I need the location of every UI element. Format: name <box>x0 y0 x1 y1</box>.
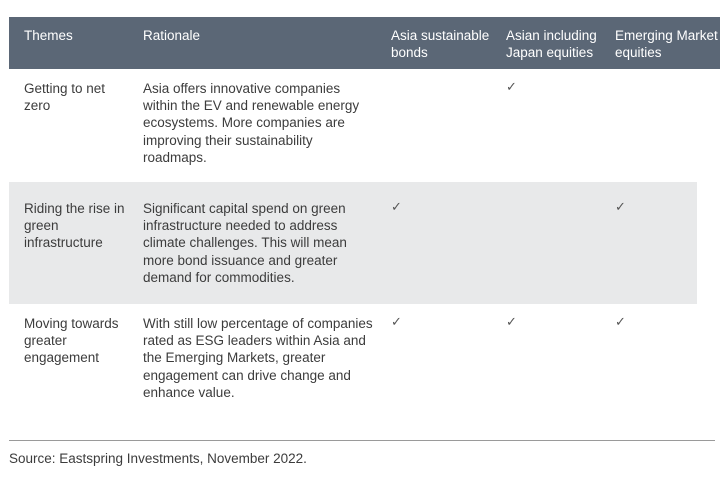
row-rationale: Asia offers innovative companies within the EV and renewable energy ecosystems. More companies are improving their sustainability roadmaps. <box>143 81 360 165</box>
check-icon: ✓ <box>391 200 402 215</box>
row-theme: Riding the rise in green infrastructure <box>24 201 125 251</box>
header-emerging-market-equities: Emerging Market equities <box>615 28 718 61</box>
row-rationale: Significant capital spend on green infrastructure needed to address climate challenges. This will mean more bond issuance and greater demand for commodities. <box>143 201 347 285</box>
table-row <box>9 182 697 304</box>
row-theme: Getting to net zero <box>24 81 106 114</box>
header-asian-including-japan-equities: Asian including Japan equities <box>506 28 597 61</box>
check-icon: ✓ <box>391 315 402 330</box>
header-rationale: Rationale <box>143 28 201 43</box>
source-divider <box>9 440 715 441</box>
check-icon: ✓ <box>615 200 626 215</box>
row-rationale: With still low percentage of companies rated as ESG leaders within Asia and the Emerging Markets, greater engagement can drive change and enhance value. <box>143 316 373 400</box>
check-icon: ✓ <box>506 315 517 330</box>
table-row <box>9 304 720 427</box>
header-themes: Themes <box>24 28 73 43</box>
header-asia-sustainable-bonds: Asia sustainable bonds <box>391 28 490 61</box>
table-header-row <box>9 17 720 69</box>
check-icon: ✓ <box>615 315 626 330</box>
check-icon: ✓ <box>506 80 517 95</box>
row-theme: Moving towards greater engagement <box>24 316 119 366</box>
themes-table <box>9 17 720 427</box>
source-note: Source: Eastspring Investments, November 2022. <box>9 451 307 466</box>
table-row <box>9 69 720 182</box>
